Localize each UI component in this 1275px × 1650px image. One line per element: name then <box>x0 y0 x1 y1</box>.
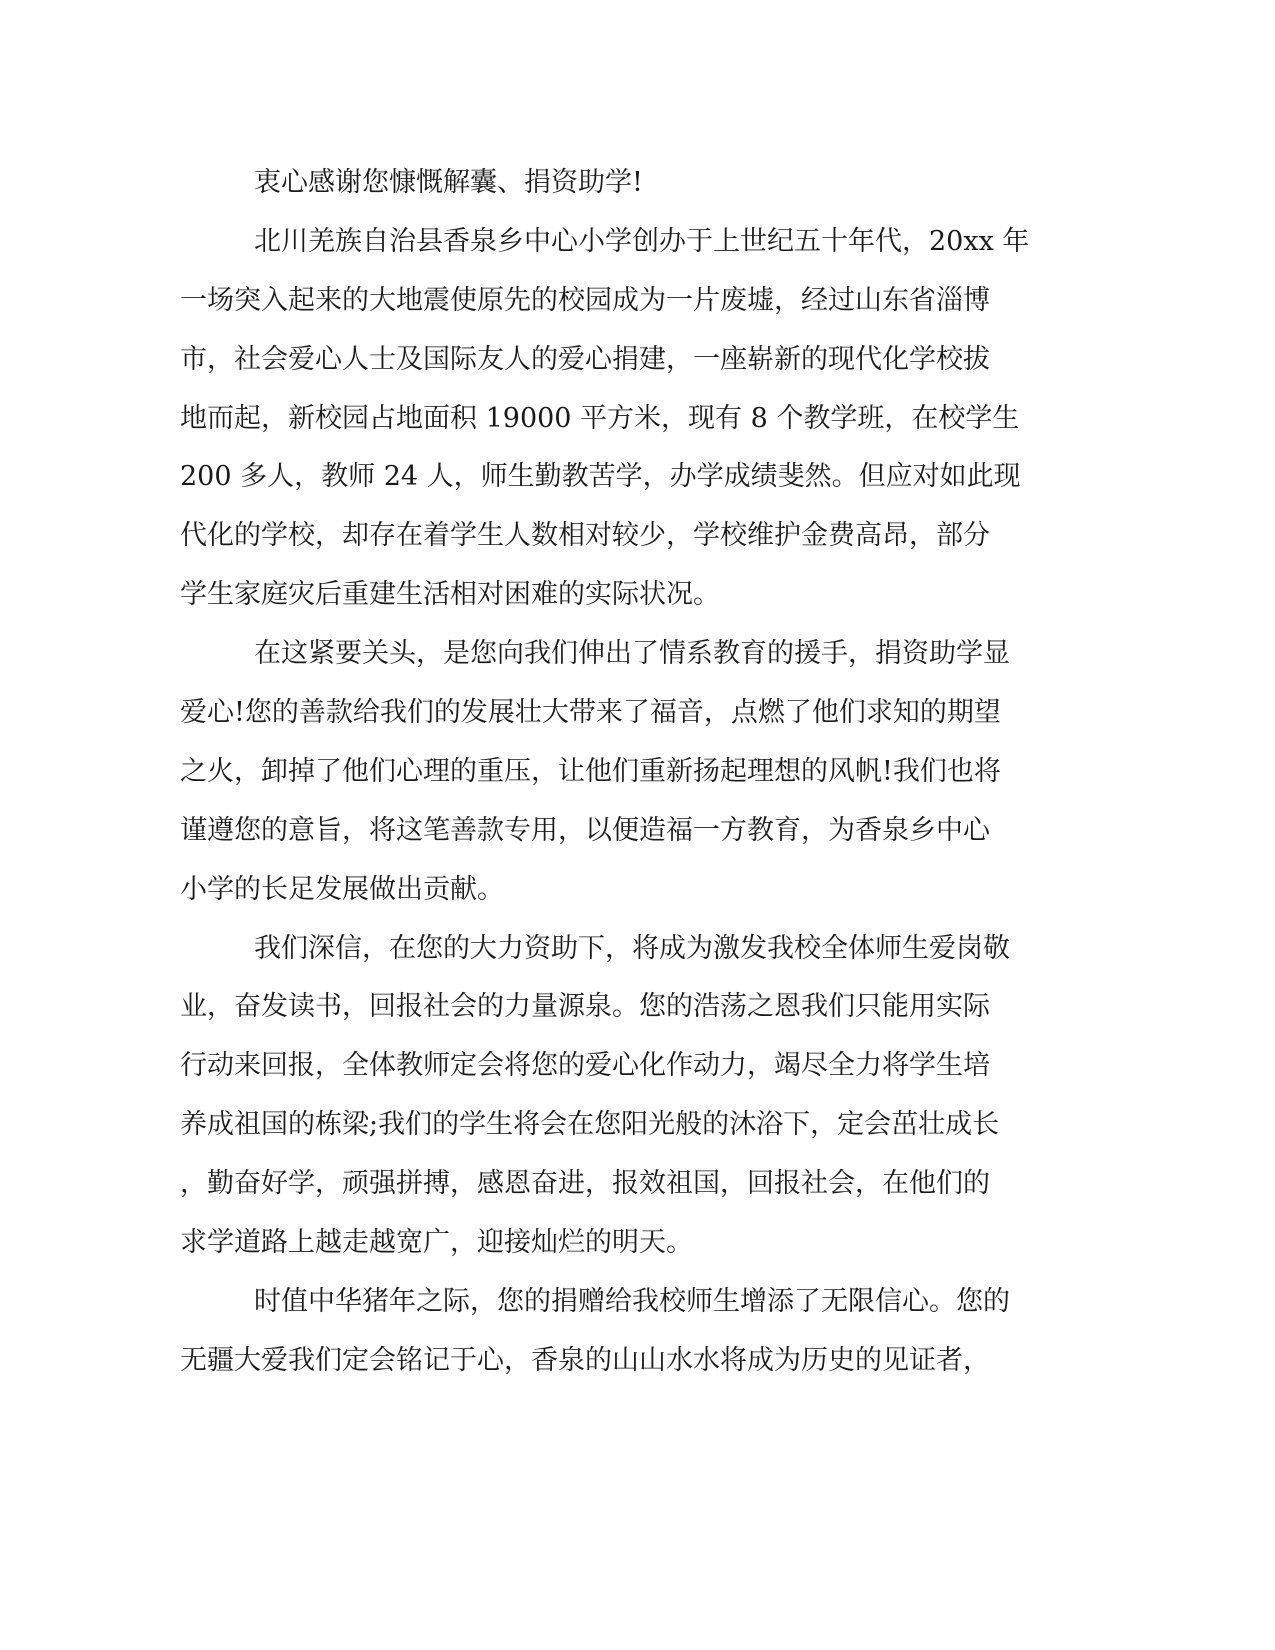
paragraph-line: 时值中华猪年之际，您的捐赠给我校师生增添了无限信心。您的 <box>254 1285 1010 1317</box>
paragraph-line: 爱心!您的善款给我们的发展壮大带来了福音，点燃了他们求知的期望 <box>180 697 1001 729</box>
document-body <box>180 154 1040 1391</box>
paragraph-line: 行动来回报，全体教师定会将您的爱心化作动力，竭尽全力将学生培 <box>180 1050 990 1082</box>
paragraph-line: 200 多人，教师 24 人，师生勤教苦学，办学成绩斐然。但应对如此现 <box>180 461 1021 493</box>
paragraph-line: 在这紧要关头，是您向我们伸出了情系教育的援手，捐资助学显 <box>254 638 1010 670</box>
paragraph-line: 小学的长足发展做出贡献。 <box>180 873 504 905</box>
paragraph-line: ，勤奋好学，顽强拼搏，感恩奋进，报效祖国，回报社会，在他们的 <box>180 1168 990 1200</box>
paragraph-line: 一场突入起来的大地震使原先的校园成为一片废墟，经过山东省淄博 <box>180 284 990 316</box>
paragraph-line: 养成祖国的栋梁;我们的学生将会在您阳光般的沐浴下，定会茁壮成长 <box>180 1109 1000 1141</box>
paragraph-line: 谨遵您的意旨，将这笔善款专用，以便造福一方教育，为香泉乡中心 <box>180 814 990 846</box>
paragraph-line: 我们深信，在您的大力资助下，将成为激发我校全体师生爱岗敬 <box>254 932 1010 964</box>
paragraph-line: 市，社会爱心人士及国际友人的爱心捐建，一座崭新的现代化学校拔 <box>180 343 990 375</box>
paragraph-line: 衷心感谢您慷慨解囊、捐资助学! <box>254 167 643 198</box>
paragraph-line: 代化的学校，却存在着学生人数相对较少，学校维护金费高昂，部分 <box>180 520 990 552</box>
paragraph-line: 无疆大爱我们定会铭记于心，香泉的山山水水将成为历史的见证者， <box>180 1344 990 1376</box>
paragraph-line: 学生家庭灾后重建生活相对困难的实际状况。 <box>180 579 720 611</box>
paragraph-line: 之火，卸掉了他们心理的重压，让他们重新扬起理想的风帆!我们也将 <box>180 755 1001 787</box>
paragraph-line: 地而起，新校园占地面积 19000 平方米，现有 8 个教学班，在校学生 <box>180 402 1020 434</box>
paragraph-line: 北川羌族自治县香泉乡中心小学创办于上世纪五十年代，20xx 年 <box>254 225 1030 257</box>
paragraph-line: 求学道路上越走越宽广，迎接灿烂的明天。 <box>180 1227 693 1259</box>
paragraph-line: 业，奋发读书，回报社会的力量源泉。您的浩荡之恩我们只能用实际 <box>180 991 990 1023</box>
